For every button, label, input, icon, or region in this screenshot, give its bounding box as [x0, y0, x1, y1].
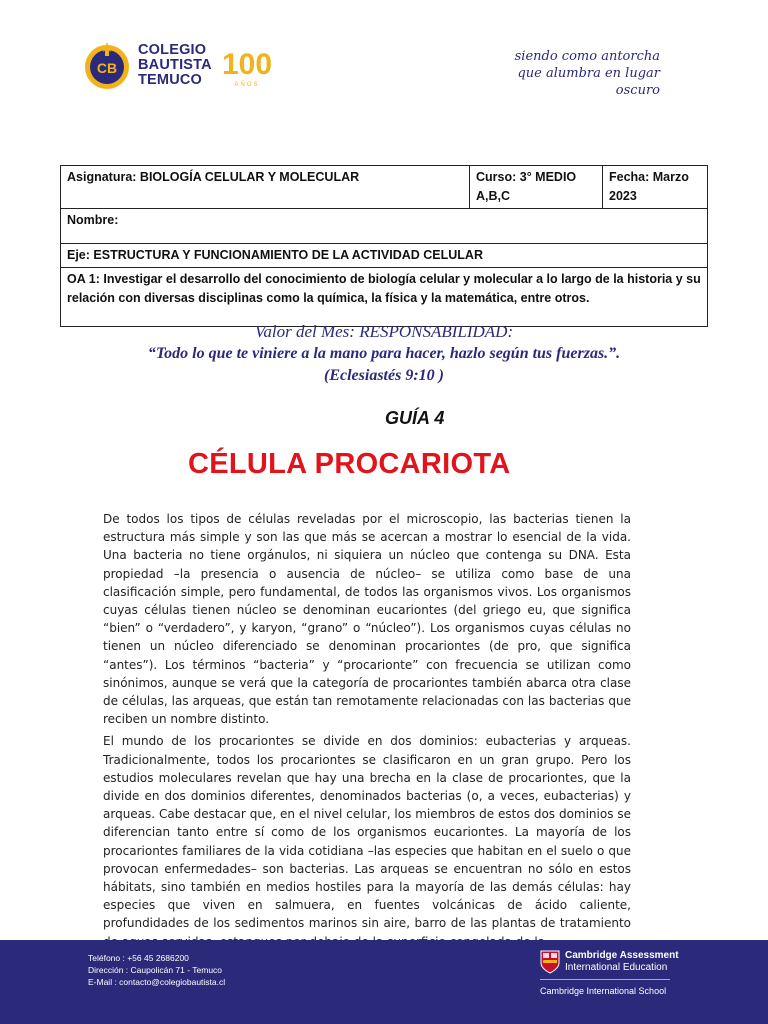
course-info-table: [60, 165, 708, 327]
guide-label: GUÍA 4: [385, 408, 445, 428]
fecha-line1: Fecha: Marzo: [609, 170, 689, 184]
cambridge-name: Cambridge Assessment: [565, 950, 679, 961]
asignatura-cell: Asignatura: BIOLOGÍA CELULAR Y MOLECULAR: [61, 166, 470, 209]
motto-line1: siendo como antorcha: [514, 49, 660, 64]
fecha-line2: 2023: [609, 189, 637, 203]
page-title: CÉLULA PROCARIOTA: [188, 448, 511, 480]
paragraph: El mundo de los procariontes se divide en dos dominios: eubacterias y arqueas. Tradicionalmente, todos los procariontes se clasificaron en un gran grupo. Pero los estudios moleculares revelan que hay una brecha en la clase de procariontes, que la divide en dos dominios diferentes, denominados bacterias (o, a veces, eubacterias) y arqueas. Cabe destacar que, en el nivel celular, los miembros de estos dos dominios se diferencian tanto entre sí como de los organismos eucariontes. La mayoría de los procariontes familiares de la vida cotidiana –las especies que habitan en el suelo o que provocan enfermedades– son bacterias. Las arqueas se encuentran no sólo en estos hábitats, sino también en medios hostiles para la mayoría de las demás células: hay especies que viven en salmuera, en fuentes volcánicas de ácido caliente, profundidades de los sedimentos marinos sin aire, barro de las plantas de tratamiento: [103, 734, 631, 931]
motto-line2: que alumbra en lugar oscuro: [517, 66, 660, 98]
school-crest-icon: [84, 40, 130, 92]
contact-phone: Teléfono : +56 45 2686200: [88, 953, 189, 963]
school-name-line2: BAUTISTA: [138, 57, 212, 73]
cambridge-school: Cambridge International School: [540, 986, 667, 996]
curso-line2: A,B,C: [476, 189, 511, 203]
contact-address: Dirección : Caupolicán 71 - Temuco: [88, 965, 223, 975]
info-row-subject: [61, 166, 708, 209]
info-row-oa: [61, 268, 708, 327]
school-name-line3: TEMUCO: [138, 72, 203, 88]
curso-line1: Curso: 3° MEDIO: [476, 170, 577, 184]
cambridge-shield-icon: [540, 950, 560, 974]
valor-title: Valor del Mes: RESPONSABILIDAD:: [254, 322, 514, 341]
school-name-line1: COLEGIO: [138, 42, 207, 58]
curso-cell: [470, 166, 603, 209]
oa-line1: OA 1: Investigar el desarrollo del conocimiento de biología celular y molecular a lo largo de la historia y su: [67, 272, 701, 286]
contact-info: [88, 952, 225, 988]
centenary-number: 100: [221, 48, 273, 81]
valor-reference: (Eclesiastés 9:10 ): [324, 367, 444, 384]
school-name: [138, 43, 212, 88]
school-motto: [500, 48, 660, 99]
nombre-cell[interactable]: Nombre:: [61, 209, 708, 244]
oa-cell: [61, 268, 708, 327]
eje-cell: Eje: ESTRUCTURA Y FUNCIONAMIENTO DE LA ACTIVIDAD CELULAR: [61, 244, 708, 268]
oa-line2: relación con diversas disciplinas como la química, la física y la matemática, entre otros.: [67, 291, 590, 305]
body-text: [103, 510, 631, 955]
crest-letters: CB: [96, 60, 118, 76]
info-row-eje: [61, 244, 708, 268]
cambridge-divider: [540, 979, 670, 980]
paragraph: De todos los tipos de células reveladas por el microscopio, las bacterias tienen la estructura más simple y son las que más se acercan a mostrar lo esencial de la vida. Una bacteria no tiene orgánulos, ni siquiera un núcleo que contenga su DNA. Esta propiedad –la presencia o ausencia de núcleo– se utiliza como base de una clasificación simple, pero fundamental, de todos las organismos vivos. Los organismos cuyas células tienen núcleo se denominan eucariontes (del griego eu, que significa “bien” o “verdadero”, y karyon, “grano” o “núcleo”). Los organismos cuyas células no tienen un núcleo diferenciado se denominan procariontes (de pro, que significa “antes”). Los términos “bacteria” y “procarionte” con frecuencia se utilizan como sinónimos, aunque se verá que la categoría de procariontes también abarca otra clase de células, las arqueas, que están tan remotamente relacionadas con las bacterias que reciben un nombre distinto.: [103, 512, 631, 727]
page-footer: [0, 940, 768, 1024]
valor-quote: “Todo lo que te viniere a la mano para hacer, hazlo según tus fuerzas.”.: [147, 345, 621, 362]
fecha-cell: [603, 166, 708, 209]
cambridge-subtitle: International Education: [565, 962, 668, 973]
contact-email[interactable]: E-Mail : contacto@colegiobautista.cl: [88, 977, 226, 987]
centenary-badge-icon: [218, 46, 276, 88]
centenary-word: AÑOS: [234, 82, 260, 88]
school-logo: [84, 40, 284, 92]
info-row-name: [61, 209, 708, 244]
